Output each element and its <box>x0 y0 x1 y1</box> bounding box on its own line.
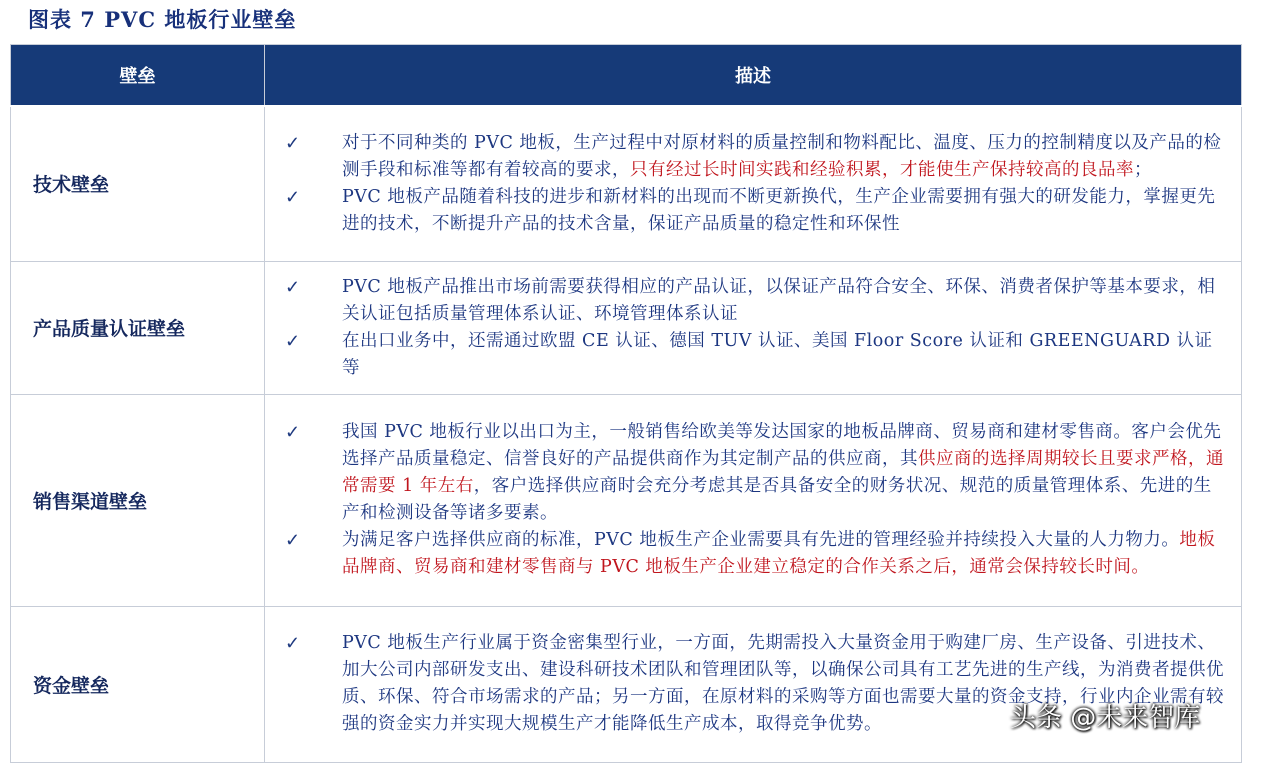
text-segment: 为满足客户选择供应商的标准，PVC 地板生产企业需要具有先进的管理经验并持续投入大量的人力物力。 <box>342 530 1180 550</box>
check-icon: ✓ <box>285 530 301 551</box>
text-segment: ； <box>1134 159 1152 180</box>
barrier-description <box>265 106 1242 261</box>
table-row <box>11 106 1242 261</box>
text-segment: 在出口业务中，还需通过欧盟 CE 认证、德国 TUV 认证、美国 Floor Score 认证和 GREENGUARD 认证等 <box>342 330 1213 378</box>
table-row <box>11 394 1242 606</box>
barrier-label: 销售渠道壁垒 <box>11 394 265 606</box>
barrier-description <box>265 261 1242 394</box>
check-icon: ✓ <box>285 132 301 154</box>
check-icon: ✓ <box>285 422 301 443</box>
item-text <box>342 184 1227 238</box>
text-segment: PVC 地板产品随着科技的进步和新材料的出现而不断更新换代，生产企业需要拥有强大的研发能力，掌握更先进的技术，不断提升产品的技术含量，保证产品质量的稳定性和环保性 <box>342 186 1216 234</box>
text-segment: 我国 PVC 地板行业以出口为主，一般销售给欧美等发达国家的地板品牌商、贸易商和建材零售商。客户会优先选择产品质量稳定、信誉良好的产品提供商作为其定制产品的供应商，其 <box>342 422 1222 469</box>
item-text <box>342 419 1227 527</box>
item-text <box>342 274 1227 328</box>
text-segment: PVC 地板生产行业属于资金密集型行业，一方面，先期需投入大量资金用于购建厂房、生产设备、引进技术、加大公司内部研发支出、建设科研技术团队和管理团队等，以确保公司具有工艺先进的生产线，为消费者提供优质、环保、符合市场需求的产品；另一方面，在原材料的采购等方面也需要大量的资金支持，行业内企业需有较强的资金实力并实现大规模生产才能降低生产成本，取得竞争优势。 <box>342 633 1224 734</box>
text-segment: PVC 地板产品推出市场前需要获得相应的产品认证，以保证产品符合安全、环保、消费者保护等基本要求，相关认证包括质量管理体系认证、环境管理体系认证 <box>342 276 1216 324</box>
figure-title: 图表 7 PVC 地板行业壁垒 <box>28 7 297 32</box>
item-text <box>342 130 1227 184</box>
check-icon: ✓ <box>285 276 301 298</box>
table-header-row <box>11 45 1242 107</box>
barrier-label: 产品质量认证壁垒 <box>11 261 265 394</box>
list-item <box>285 328 1227 382</box>
barrier-label: 技术壁垒 <box>11 106 265 261</box>
highlight-text: 只有经过长时间实践和经验积累，才能使生产保持较高的良品率 <box>630 159 1134 180</box>
text-segment: ，客户选择供应商时会充分考虑其是否具备安全的财务状况、规范的质量管理体系、先进的生产和检测设备等诸多要素。 <box>342 476 1212 523</box>
barrier-description <box>265 606 1242 762</box>
check-icon: ✓ <box>285 186 301 208</box>
header-description: 描述 <box>265 45 1242 107</box>
list-item <box>285 274 1227 328</box>
item-text <box>342 328 1227 382</box>
item-text <box>342 527 1227 581</box>
highlight-text: 地板品牌商、贸易商和建材零售商与 PVC 地板生产企业建立稳定的合作关系之后，通常会保持较长时间。 <box>342 530 1216 577</box>
header-barrier: 壁垒 <box>11 45 265 107</box>
barrier-table <box>10 44 1242 763</box>
barrier-description <box>265 394 1242 606</box>
list-item <box>285 527 1227 581</box>
list-item <box>285 184 1227 238</box>
table-row <box>11 261 1242 394</box>
check-icon: ✓ <box>285 633 301 654</box>
barrier-label: 资金壁垒 <box>11 606 265 762</box>
highlight-text: 供应商的选择周期较长且要求严格，通常需要 1 年左右 <box>342 449 1224 496</box>
watermark: 头条 @未来智库 <box>1010 703 1201 733</box>
text-segment: 对于不同种类的 PVC 地板，生产过程中对原材料的质量控制和物料配比、温度、压力的控制精度以及产品的检测手段和标准等都有着较高的要求， <box>342 132 1222 180</box>
list-item <box>285 419 1227 527</box>
list-item <box>285 130 1227 184</box>
table-row <box>11 606 1242 762</box>
check-icon: ✓ <box>285 330 301 352</box>
